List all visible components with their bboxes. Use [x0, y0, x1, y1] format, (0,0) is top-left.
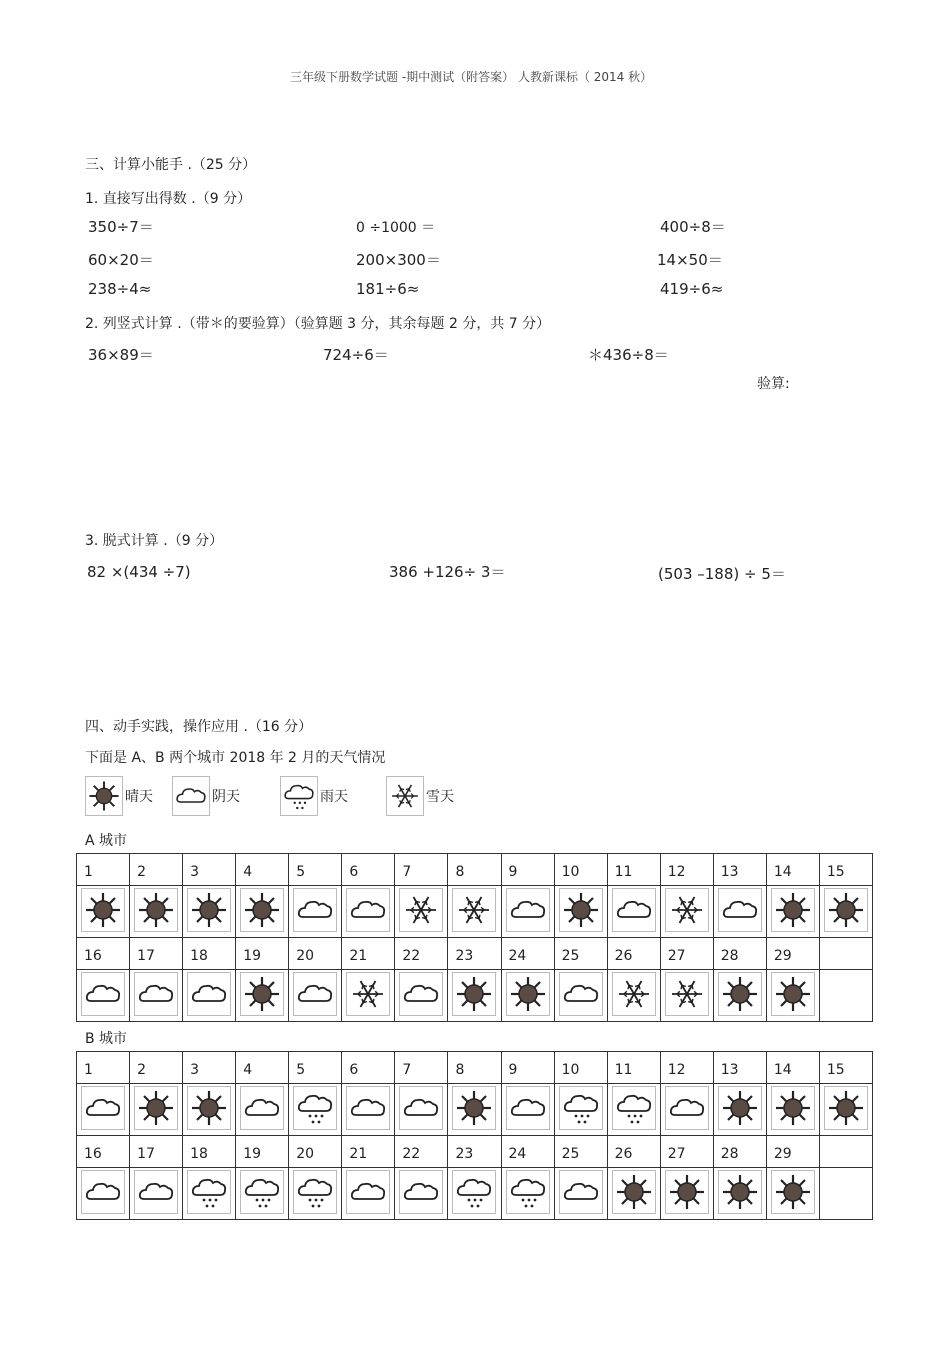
rain-icon — [293, 1170, 337, 1214]
snowflake-icon — [665, 972, 709, 1016]
day-weather-cell — [236, 886, 289, 938]
day-weather-cell — [607, 970, 660, 1022]
q1-title: 1. 直接写出得数 .（9 分） — [85, 191, 252, 207]
empty-cell — [819, 938, 872, 970]
day-weather-cell — [183, 1084, 236, 1136]
day-number: 16 — [77, 1136, 130, 1168]
day-weather-cell — [660, 1168, 713, 1220]
day-number: 21 — [342, 1136, 395, 1168]
day-number: 5 — [289, 854, 342, 886]
cloud-icon — [399, 1170, 443, 1214]
day-weather-cell — [554, 1168, 607, 1220]
day-number: 19 — [236, 1136, 289, 1168]
check-label: 验算: — [757, 376, 790, 392]
snowflake-icon — [612, 972, 656, 1016]
day-number: 11 — [607, 854, 660, 886]
day-weather-cell — [236, 1084, 289, 1136]
rain-icon — [187, 1170, 231, 1214]
day-number: 22 — [395, 938, 448, 970]
rain-icon — [559, 1086, 603, 1130]
day-weather-cell — [448, 886, 501, 938]
day-number: 12 — [660, 1052, 713, 1084]
day-number: 15 — [819, 1052, 872, 1084]
day-number: 5 — [289, 1052, 342, 1084]
section4-intro: 下面是 A、B 两个城市 2018 年 2 月的天气情况 — [85, 750, 386, 766]
q1-item: 400÷8＝ — [660, 218, 726, 236]
empty-cell — [819, 1136, 872, 1168]
legend-label: 雨天 — [320, 789, 348, 805]
day-number: 26 — [607, 1136, 660, 1168]
q1-item: 350÷7＝ — [88, 218, 154, 236]
day-number: 20 — [289, 938, 342, 970]
sun-icon — [85, 776, 123, 816]
day-number: 2 — [130, 1052, 183, 1084]
day-number: 4 — [236, 1052, 289, 1084]
day-number: 23 — [448, 1136, 501, 1168]
day-number: 14 — [766, 1052, 819, 1084]
day-number: 7 — [395, 854, 448, 886]
day-weather-cell — [713, 1084, 766, 1136]
day-number: 9 — [501, 854, 554, 886]
section3-title: 三、计算小能手 .（25 分） — [85, 157, 257, 173]
day-number: 7 — [395, 1052, 448, 1084]
q1-item: 0 ÷1000 ＝ — [356, 220, 436, 236]
day-weather-cell — [448, 1084, 501, 1136]
cloud-icon — [134, 972, 178, 1016]
legend-item-cloud — [172, 776, 240, 816]
day-weather-cell — [660, 1084, 713, 1136]
day-weather-cell — [660, 886, 713, 938]
legend-label: 晴天 — [125, 789, 153, 805]
day-number: 18 — [183, 938, 236, 970]
snowflake-icon — [386, 776, 424, 816]
q2-item: ＊436÷8＝ — [588, 346, 669, 364]
day-number: 2 — [130, 854, 183, 886]
day-weather-cell — [395, 1084, 448, 1136]
day-weather-cell — [554, 886, 607, 938]
q1-item: 200×300＝ — [356, 251, 441, 269]
day-weather-cell — [342, 1084, 395, 1136]
day-weather-cell — [554, 1084, 607, 1136]
rain-icon — [280, 776, 318, 816]
day-weather-cell — [289, 970, 342, 1022]
day-number: 16 — [77, 938, 130, 970]
sun-icon — [771, 1086, 815, 1130]
day-number: 24 — [501, 1136, 554, 1168]
rain-icon — [293, 1086, 337, 1130]
legend-label: 阴天 — [212, 789, 240, 805]
day-weather-cell — [766, 886, 819, 938]
day-weather-cell — [77, 970, 130, 1022]
day-weather-cell — [130, 1084, 183, 1136]
day-number: 17 — [130, 938, 183, 970]
cloud-icon — [346, 888, 390, 932]
legend-item-rain — [280, 776, 348, 816]
day-weather-cell — [289, 1084, 342, 1136]
day-weather-cell — [607, 886, 660, 938]
day-weather-cell — [819, 886, 872, 938]
day-weather-cell — [183, 970, 236, 1022]
day-weather-cell — [713, 970, 766, 1022]
sun-icon — [665, 1170, 709, 1214]
rain-icon — [240, 1170, 284, 1214]
day-weather-cell — [713, 1168, 766, 1220]
cloud-icon — [240, 1086, 284, 1130]
day-number: 12 — [660, 854, 713, 886]
day-weather-cell — [289, 1168, 342, 1220]
q1-item: 419÷6≈ — [660, 280, 724, 298]
day-weather-cell — [236, 1168, 289, 1220]
day-weather-cell — [766, 970, 819, 1022]
q2-item: 724÷6＝ — [323, 346, 389, 364]
cloud-icon — [293, 972, 337, 1016]
day-number: 24 — [501, 938, 554, 970]
city-a-weather-table — [76, 853, 873, 1022]
cloud-icon — [187, 972, 231, 1016]
day-weather-cell — [342, 886, 395, 938]
day-weather-cell — [819, 1084, 872, 1136]
day-number: 3 — [183, 854, 236, 886]
cloud-icon — [346, 1170, 390, 1214]
day-number: 6 — [342, 854, 395, 886]
day-weather-cell — [395, 1168, 448, 1220]
empty-cell — [819, 970, 872, 1022]
day-number: 28 — [713, 1136, 766, 1168]
sun-icon — [452, 1086, 496, 1130]
legend-item-snow — [386, 776, 454, 816]
day-number: 29 — [766, 1136, 819, 1168]
cloud-icon — [134, 1170, 178, 1214]
sun-icon — [718, 1170, 762, 1214]
cloud-icon — [665, 1086, 709, 1130]
day-weather-cell — [395, 970, 448, 1022]
snowflake-icon — [399, 888, 443, 932]
legend-label: 雪天 — [426, 789, 454, 805]
sun-icon — [718, 972, 762, 1016]
cloud-icon — [506, 1086, 550, 1130]
rain-icon — [612, 1086, 656, 1130]
cloud-icon — [81, 1170, 125, 1214]
cloud-icon — [399, 972, 443, 1016]
day-number: 26 — [607, 938, 660, 970]
sun-icon — [559, 888, 603, 932]
day-number: 1 — [77, 854, 130, 886]
cloud-icon — [81, 972, 125, 1016]
day-weather-cell — [183, 886, 236, 938]
day-number: 25 — [554, 1136, 607, 1168]
cloud-icon — [718, 888, 762, 932]
day-weather-cell — [660, 970, 713, 1022]
q3-item: 82 ×(434 ÷7) — [87, 563, 191, 581]
day-number: 22 — [395, 1136, 448, 1168]
q2-title: 2. 列竖式计算 .（带＊的要验算）（验算题 3 分，其余每题 2 分，共 7 分） — [85, 316, 551, 332]
sun-icon — [134, 1086, 178, 1130]
rain-icon — [452, 1170, 496, 1214]
day-weather-cell — [236, 970, 289, 1022]
sun-icon — [824, 888, 868, 932]
day-number: 14 — [766, 854, 819, 886]
day-weather-cell — [448, 970, 501, 1022]
day-number: 13 — [713, 1052, 766, 1084]
q3-item: (503 –188) ÷ 5＝ — [658, 565, 786, 583]
day-number: 21 — [342, 938, 395, 970]
sun-icon — [718, 1086, 762, 1130]
day-weather-cell — [130, 970, 183, 1022]
day-weather-cell — [501, 1084, 554, 1136]
day-number: 25 — [554, 938, 607, 970]
day-number: 27 — [660, 938, 713, 970]
day-weather-cell — [130, 1168, 183, 1220]
q1-item: 60×20＝ — [88, 251, 154, 269]
day-weather-cell — [501, 970, 554, 1022]
day-number: 19 — [236, 938, 289, 970]
day-number: 11 — [607, 1052, 660, 1084]
day-weather-cell — [77, 886, 130, 938]
q1-item: 181÷6≈ — [356, 280, 420, 298]
snowflake-icon — [665, 888, 709, 932]
sun-icon — [771, 888, 815, 932]
section4-title: 四、动手实践，操作应用 .（16 分） — [85, 719, 313, 735]
day-number: 9 — [501, 1052, 554, 1084]
page-header: 三年级下册数学试题 -期中测试（附答案） 人教新课标（ 2014 秋） — [290, 70, 653, 84]
day-number: 29 — [766, 938, 819, 970]
cloud-icon — [293, 888, 337, 932]
cloud-icon — [612, 888, 656, 932]
day-weather-cell — [77, 1084, 130, 1136]
city-b-weather-table — [76, 1051, 873, 1220]
sun-icon — [187, 888, 231, 932]
day-number: 6 — [342, 1052, 395, 1084]
day-number: 1 — [77, 1052, 130, 1084]
day-number: 10 — [554, 1052, 607, 1084]
cloud-icon — [506, 888, 550, 932]
day-weather-cell — [342, 970, 395, 1022]
day-weather-cell — [183, 1168, 236, 1220]
day-weather-cell — [607, 1168, 660, 1220]
day-number: 3 — [183, 1052, 236, 1084]
cloud-icon — [399, 1086, 443, 1130]
day-number: 8 — [448, 1052, 501, 1084]
legend-item-sun — [85, 776, 153, 816]
q1-item: 238÷4≈ — [88, 280, 152, 298]
sun-icon — [771, 972, 815, 1016]
cloud-icon — [172, 776, 210, 816]
sun-icon — [134, 888, 178, 932]
sun-icon — [452, 972, 496, 1016]
day-weather-cell — [713, 886, 766, 938]
day-number: 10 — [554, 854, 607, 886]
day-weather-cell — [395, 886, 448, 938]
cloud-icon — [559, 1170, 603, 1214]
day-weather-cell — [448, 1168, 501, 1220]
sun-icon — [240, 888, 284, 932]
day-number: 23 — [448, 938, 501, 970]
day-weather-cell — [766, 1168, 819, 1220]
cloud-icon — [346, 1086, 390, 1130]
day-number: 8 — [448, 854, 501, 886]
rain-icon — [506, 1170, 550, 1214]
city-b-label: B 城市 — [85, 1031, 128, 1047]
day-weather-cell — [607, 1084, 660, 1136]
day-weather-cell — [766, 1084, 819, 1136]
city-a-label: A 城市 — [85, 833, 128, 849]
day-weather-cell — [342, 1168, 395, 1220]
sun-icon — [240, 972, 284, 1016]
empty-cell — [819, 1168, 872, 1220]
day-weather-cell — [130, 886, 183, 938]
day-weather-cell — [77, 1168, 130, 1220]
sun-icon — [187, 1086, 231, 1130]
sun-icon — [81, 888, 125, 932]
cloud-icon — [559, 972, 603, 1016]
day-weather-cell — [554, 970, 607, 1022]
day-number: 4 — [236, 854, 289, 886]
snowflake-icon — [346, 972, 390, 1016]
day-number: 20 — [289, 1136, 342, 1168]
day-number: 17 — [130, 1136, 183, 1168]
sun-icon — [824, 1086, 868, 1130]
sun-icon — [506, 972, 550, 1016]
day-weather-cell — [501, 886, 554, 938]
sun-icon — [771, 1170, 815, 1214]
day-weather-cell — [289, 886, 342, 938]
day-number: 27 — [660, 1136, 713, 1168]
day-number: 28 — [713, 938, 766, 970]
cloud-icon — [81, 1086, 125, 1130]
day-weather-cell — [501, 1168, 554, 1220]
q3-title: 3. 脱式计算 .（9 分） — [85, 533, 224, 549]
day-number: 18 — [183, 1136, 236, 1168]
q1-item: 14×50＝ — [657, 251, 723, 269]
day-number: 15 — [819, 854, 872, 886]
sun-icon — [612, 1170, 656, 1214]
q2-item: 36×89＝ — [88, 346, 154, 364]
q3-item: 386 +126÷ 3＝ — [389, 563, 506, 581]
snowflake-icon — [452, 888, 496, 932]
day-number: 13 — [713, 854, 766, 886]
